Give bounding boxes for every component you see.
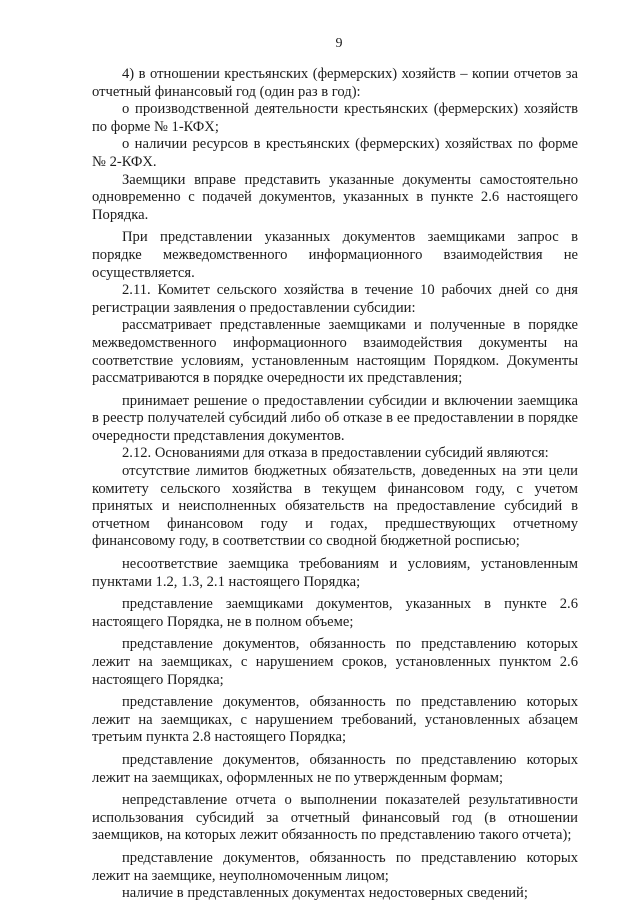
- paragraph-7: рассматривает представленные заемщиками и полученные в порядке межведомственного информационного взаимодействия документы на соответствие условиям, установленным настоящим Порядком. Документы рассматриваются в порядке очередности их представления;: [92, 317, 578, 387]
- paragraph-18: наличие в представленных документах недостоверных сведений;: [122, 885, 528, 902]
- paragraph-6: 2.11. Комитет сельского хозяйства в течение 10 рабочих дней со дня регистрации заявления о предоставлении субсидии:: [92, 282, 578, 316]
- paragraph-13: представление документов, обязанность по представлению которых лежит на заемщиках, с нарушением сроков, установленных пунктом 2.6 настоящего Порядка;: [92, 636, 578, 688]
- paragraph-10: отсутствие лимитов бюджетных обязательств, доведенных на эти цели комитету сельского хозяйства в текущем финансовом году, с учетом принятых и неисполненных обязательств на предоставление субсидий в отчетном финансовом году и годах, предшествующих отчетному финансовому году, в соответствии со сводной бюджетной росписью;: [92, 463, 578, 550]
- paragraph-3: о наличии ресурсов в крестьянских (фермерских) хозяйствах по форме № 2-КФХ.: [92, 136, 578, 170]
- paragraph-8: принимает решение о предоставлении субсидии и включении заемщика в реестр получателей субсидий либо об отказе в ее предоставлении в порядке очередности представления документов.: [92, 392, 578, 444]
- paragraph-4: Заемщики вправе представить указанные документы самостоятельно одновременно с подачей документов, указанных в пункте 2.6 настоящего Порядка.: [92, 171, 578, 223]
- paragraph-16: непредставление отчета о выполнении показателей результативности использования субсидий за отчетный финансовый год (в отношении заемщиков, на которых лежит обязанность по представлению такого отчета);: [92, 792, 578, 844]
- paragraph-15: представление документов, обязанность по представлению которых лежит на заемщиках, оформленных не по утвержденным формам;: [92, 751, 578, 786]
- paragraph-12: представление заемщиками документов, указанных в пункте 2.6 настоящего Порядка, не в полном объеме;: [92, 596, 578, 630]
- paragraph-5: При представлении указанных документов заемщиками запрос в порядке межведомственного информационного взаимодействия не осуществляется.: [92, 229, 578, 281]
- paragraph-17: представление документов, обязанность по представлению которых лежит на заемщике, неуполномоченным лицом;: [92, 849, 578, 884]
- paragraph-14: представление документов, обязанность по представлению которых лежит на заемщиках, с нарушением требований, установленных абзацем третьим пункта 2.8 настоящего Порядка;: [92, 694, 578, 746]
- paragraph-11: несоответствие заемщика требованиям и условиям, установленным пунктами 1.2, 1.3, 2.1 настоящего Порядка;: [92, 556, 578, 590]
- page-number: 9: [335, 36, 343, 51]
- paragraph-9: 2.12. Основаниями для отказа в предоставлении субсидий являются:: [122, 445, 549, 462]
- paragraph-2: о производственной деятельности крестьянских (фермерских) хозяйств по форме № 1-КФХ;: [92, 101, 578, 135]
- paragraph-1: 4) в отношении крестьянских (фермерских) хозяйств – копии отчетов за отчетный финансовый год (один раз в год):: [92, 66, 578, 100]
